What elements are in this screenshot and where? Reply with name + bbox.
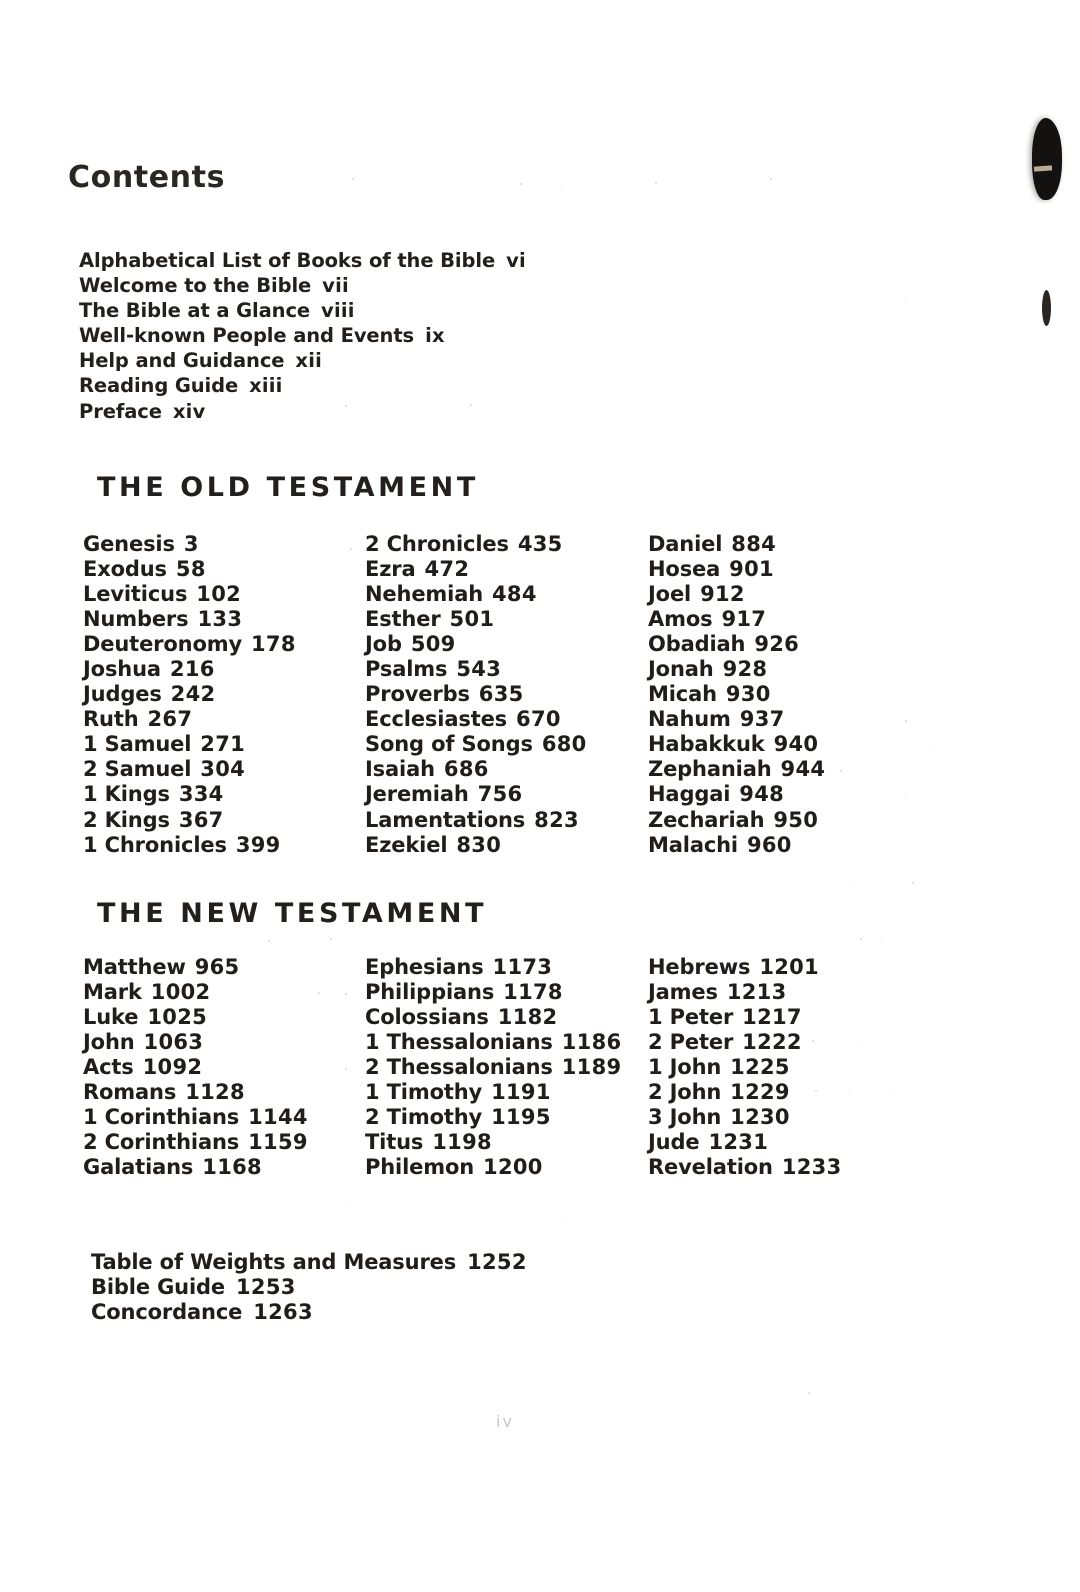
book-entry-row[interactable] [365,808,648,833]
entry-page-number: 1191 [491,1080,551,1105]
entry-label: Matthew [83,955,186,979]
entry-page-number: 1230 [730,1105,790,1130]
entry-page-number: 216 [169,657,215,682]
entry-page-number: 399 [235,832,281,857]
entry-label: 2 Timothy [365,1105,483,1130]
front-matter-list [79,248,699,424]
entry-label: Leviticus [83,582,188,607]
entry-label: Job [365,632,402,657]
book-entry-row[interactable] [83,1055,365,1080]
back-matter-item[interactable] [91,1300,691,1325]
new-testament-column-2 [365,955,648,1180]
book-entry-row[interactable] [365,980,648,1005]
entry-label: Titus [365,1130,424,1155]
front-matter-item[interactable] [79,323,699,348]
entry-page-number: 1231 [708,1130,769,1155]
entry-page-number: 334 [178,782,224,807]
scan-edge-artifact-bottom [1042,290,1051,326]
book-entry-row[interactable] [83,607,365,632]
book-entry-row[interactable] [83,1155,365,1180]
book-entry-row[interactable] [365,757,648,782]
book-entry-row[interactable] [83,757,365,782]
entry-label: James [648,980,718,1005]
entry-label: Micah [648,682,717,707]
entry-page-number: 367 [178,807,224,832]
entry-page-number: 928 [722,657,768,682]
entry-label: 1 Corinthians [83,1105,240,1130]
entry-label: Ruth [83,707,139,732]
new-testament-column-1 [83,955,365,1180]
book-entry-row[interactable] [83,682,365,707]
book-entry-row[interactable] [365,632,648,657]
book-entry-row[interactable] [365,1105,648,1130]
entry-page-number: 965 [194,955,240,979]
entry-label: Table of Weights and Measures [91,1250,457,1274]
front-matter-item[interactable] [79,298,699,323]
book-entry-row[interactable] [648,782,938,807]
book-entry-row[interactable] [648,1130,938,1155]
entry-label: Genesis [83,532,175,556]
entry-label: Deuteronomy [83,632,242,657]
entry-label: 2 Chronicles [365,532,509,556]
entry-page-number: 178 [251,632,296,657]
entry-page-number: 884 [731,532,777,556]
entry-label: 1 Timothy [365,1080,483,1105]
book-entry-row[interactable] [648,682,938,707]
entry-label: Nehemiah [365,582,484,607]
book-entry-row[interactable] [648,1080,938,1105]
book-entry-row[interactable] [83,808,365,833]
entry-page-number: 1159 [248,1130,308,1155]
book-entry-row[interactable] [365,1130,648,1155]
book-entry-row[interactable] [83,657,365,682]
entry-label: 1 John [648,1055,722,1080]
book-entry-row[interactable] [365,833,648,858]
entry-page-number: 543 [456,657,502,682]
entry-label: Haggai [648,782,731,807]
entry-label: Amos [648,607,713,632]
book-entry-row[interactable] [83,1130,365,1155]
book-entry-row[interactable] [83,1030,365,1055]
front-matter-item[interactable] [79,248,699,273]
back-matter-item[interactable] [91,1250,691,1275]
entry-label: Obadiah [648,632,746,657]
entry-label: Ezekiel [365,832,448,857]
entry-label: Preface [79,399,162,423]
entry-label: Concordance [91,1300,243,1325]
book-entry-row[interactable] [83,1005,365,1030]
entry-label: Numbers [83,607,189,632]
entry-label: Joel [648,582,692,607]
book-entry-row[interactable] [83,833,365,858]
entry-page-number: 472 [424,557,470,582]
entry-label: 2 Peter [648,1030,734,1055]
book-entry-row[interactable] [365,955,648,980]
entry-page-number: 670 [516,707,561,732]
back-matter-list [91,1250,691,1326]
book-entry-row[interactable] [648,1155,938,1180]
book-entry-row[interactable] [365,1005,648,1030]
book-entry-row[interactable] [83,632,365,657]
entry-label: Reading Guide [79,374,239,398]
entry-page-number: 901 [729,557,774,582]
old-testament-heading: THE OLD TESTAMENT [97,472,479,503]
book-entry-row[interactable] [365,1155,648,1180]
entry-label: Zechariah [648,807,765,832]
entry-label: Colossians [365,1005,489,1030]
entry-label: 1 Thessalonians [365,1030,553,1055]
entry-label: Philippians [365,980,495,1005]
entry-page-number: 1178 [503,980,563,1005]
new-testament-columns [0,955,1000,1180]
entry-label: Mark [83,980,142,1005]
entry-label: Alphabetical List of Books of the Bible [79,249,496,272]
entry-page-number: xii [295,349,322,373]
old-testament-column-2 [365,532,648,858]
entry-page-number: 242 [170,682,216,707]
entry-label: Well-known People and Events [79,324,415,348]
entry-label: Ephesians [365,955,484,979]
entry-label: Psalms [365,657,448,682]
entry-label: Esther [365,607,441,632]
entry-page-number: 1186 [561,1030,622,1055]
entry-label: Hosea [648,557,721,582]
entry-page-number: 917 [721,607,767,632]
book-entry-row[interactable] [648,632,938,657]
entry-page-number: 1225 [730,1055,790,1080]
entry-label: Jude [648,1130,700,1155]
book-entry-row[interactable] [365,532,648,557]
book-entry-row[interactable] [648,1105,938,1130]
entry-label: Nahum [648,707,731,732]
book-entry-row[interactable] [648,757,938,782]
entry-page-number: 1063 [143,1030,204,1055]
entry-page-number: 1217 [742,1005,802,1030]
entry-label: Revelation [648,1155,773,1180]
entry-label: 1 Chronicles [83,832,227,857]
entry-page-number: 1198 [432,1130,492,1155]
entry-page-number: 680 [541,732,587,757]
entry-label: John [83,1030,135,1055]
entry-label: Bible Guide [91,1275,225,1300]
entry-label: 2 Corinthians [83,1130,240,1155]
entry-page-number: 1195 [491,1105,551,1130]
entry-page-number: 830 [456,832,502,857]
entry-label: Joshua [83,657,161,682]
entry-page-number: 756 [477,782,523,807]
entry-page-number: 102 [196,582,242,607]
entry-page-number: 1128 [185,1080,245,1105]
old-testament-columns [0,532,1000,858]
entry-label: Philemon [365,1155,475,1180]
book-entry-row[interactable] [83,707,365,732]
entry-label: The Bible at a Glance [79,299,311,323]
entry-page-number: 937 [739,707,785,732]
book-entry-row[interactable] [83,732,365,757]
new-testament-heading: THE NEW TESTAMENT [97,898,488,929]
entry-page-number: 950 [773,807,819,832]
entry-label: Romans [83,1080,177,1105]
entry-label: Song of Songs [365,732,533,757]
entry-label: 2 John [648,1080,722,1105]
book-entry-row[interactable] [83,1080,365,1105]
entry-label: 1 Samuel [83,732,192,757]
book-entry-row[interactable] [83,1105,365,1130]
entry-page-number: 940 [773,732,819,757]
entry-page-number: 926 [754,632,800,657]
entry-label: Lamentations [365,807,526,832]
front-matter-item[interactable] [79,399,699,424]
entry-label: Galatians [83,1155,194,1180]
book-entry-row[interactable] [648,657,938,682]
book-entry-row[interactable] [83,532,365,557]
book-entry-row[interactable] [83,955,365,980]
book-entry-row[interactable] [648,532,938,557]
entry-label: Exodus [83,557,167,582]
entry-page-number: 509 [410,632,456,657]
entry-page-number: 1182 [497,1005,558,1030]
entry-page-number: 823 [534,807,579,832]
book-entry-row[interactable] [648,1030,938,1055]
book-entry-row[interactable] [365,782,648,807]
entry-label: Ecclesiastes [365,707,508,732]
entry-page-number: 267 [147,707,193,732]
entry-label: Jeremiah [365,782,469,807]
entry-page-number: 271 [200,732,246,757]
old-testament-column-1 [83,532,365,858]
entry-page-number: 1229 [730,1080,790,1105]
entry-page-number: 1253 [236,1275,296,1300]
entry-label: Malachi [648,832,738,857]
entry-label: Habakkuk [648,732,765,757]
entry-page-number: 912 [700,582,745,607]
entry-page-number: 1173 [492,955,553,979]
book-entry-row[interactable] [83,980,365,1005]
entry-label: 2 Kings [83,807,170,832]
entry-page-number: 1200 [483,1155,543,1180]
entry-label: Welcome to the Bible [79,274,312,298]
front-matter-item[interactable] [79,348,699,373]
book-entry-row[interactable] [365,557,648,582]
book-entry-row[interactable] [648,955,938,980]
book-entry-row[interactable] [648,1055,938,1080]
entry-page-number: 960 [746,832,792,857]
entry-page-number: 1092 [142,1055,203,1080]
book-entry-row[interactable] [648,808,938,833]
book-entry-row[interactable] [365,1080,648,1105]
entry-page-number: 501 [449,607,495,632]
folio-page-number: iv [496,1412,514,1431]
old-testament-column-3 [648,532,938,858]
entry-label: Luke [83,1005,139,1030]
book-entry-row[interactable] [648,732,938,757]
entry-page-number: 484 [492,582,537,607]
entry-page-number: xiv [172,399,206,423]
entry-page-number: vii [322,274,349,298]
entry-page-number: 1002 [150,980,211,1005]
entry-label: Zephaniah [648,757,772,782]
entry-page-number: 635 [478,682,524,707]
entry-label: 2 Samuel [83,757,192,782]
entry-label: 3 John [648,1105,722,1130]
entry-page-number: 58 [175,557,206,582]
entry-page-number: 1233 [781,1155,842,1180]
entry-page-number: 1025 [147,1005,208,1030]
book-entry-row[interactable] [648,557,938,582]
scan-edge-artifact-top [1032,118,1062,200]
book-entry-row[interactable] [365,1030,648,1055]
entry-page-number: ix [425,324,445,348]
book-entry-row[interactable] [648,833,938,858]
entry-label: Ezra [365,557,416,582]
entry-page-number: viii [321,299,355,323]
entry-page-number: 133 [197,607,243,632]
entry-label: Isaiah [365,757,435,782]
entry-page-number: 1213 [726,980,787,1005]
book-entry-row[interactable] [365,682,648,707]
entry-page-number: 435 [517,532,563,556]
entry-page-number: xiii [249,374,283,398]
front-matter-item[interactable] [79,373,699,398]
entry-label: 1 Kings [83,782,170,807]
book-entry-row[interactable] [648,707,938,732]
entry-label: Help and Guidance [79,349,285,373]
back-matter-item[interactable] [91,1275,691,1300]
entry-label: Hebrews [648,955,751,979]
book-entry-row[interactable] [365,707,648,732]
entry-label: 2 Thessalonians [365,1055,553,1080]
book-entry-row[interactable] [648,1005,938,1030]
entry-page-number: 1168 [202,1155,262,1180]
entry-label: Proverbs [365,682,470,707]
entry-page-number: 686 [443,757,489,782]
new-testament-column-3 [648,955,938,1180]
entry-page-number: 1189 [561,1055,622,1080]
book-entry-row[interactable] [365,657,648,682]
book-entry-row[interactable] [365,732,648,757]
entry-page-number: 1222 [742,1030,802,1055]
entry-page-number: 930 [725,682,771,707]
book-entry-row[interactable] [83,557,365,582]
book-entry-row[interactable] [365,1055,648,1080]
page-title: Contents [68,160,226,195]
entry-label: Daniel [648,532,723,556]
entry-page-number: 3 [183,532,199,556]
book-entry-row[interactable] [83,782,365,807]
entry-label: 1 Peter [648,1005,734,1030]
entry-page-number: 1252 [467,1250,527,1274]
entry-page-number: vi [506,249,526,272]
book-entry-row[interactable] [365,582,648,607]
book-entry-row[interactable] [365,607,648,632]
entry-page-number: 304 [200,757,246,782]
entry-page-number: 948 [739,782,785,807]
book-entry-row[interactable] [648,980,938,1005]
entry-label: Judges [83,682,162,707]
front-matter-item[interactable] [79,273,699,298]
entry-label: Acts [83,1055,134,1080]
entry-page-number: 1144 [248,1105,308,1130]
entry-page-number: 1201 [759,955,819,979]
book-entry-row[interactable] [648,607,938,632]
entry-page-number: 1263 [253,1300,313,1325]
book-entry-row[interactable] [648,582,938,607]
book-entry-row[interactable] [83,582,365,607]
entry-label: Jonah [648,657,714,682]
entry-page-number: 944 [780,757,826,782]
